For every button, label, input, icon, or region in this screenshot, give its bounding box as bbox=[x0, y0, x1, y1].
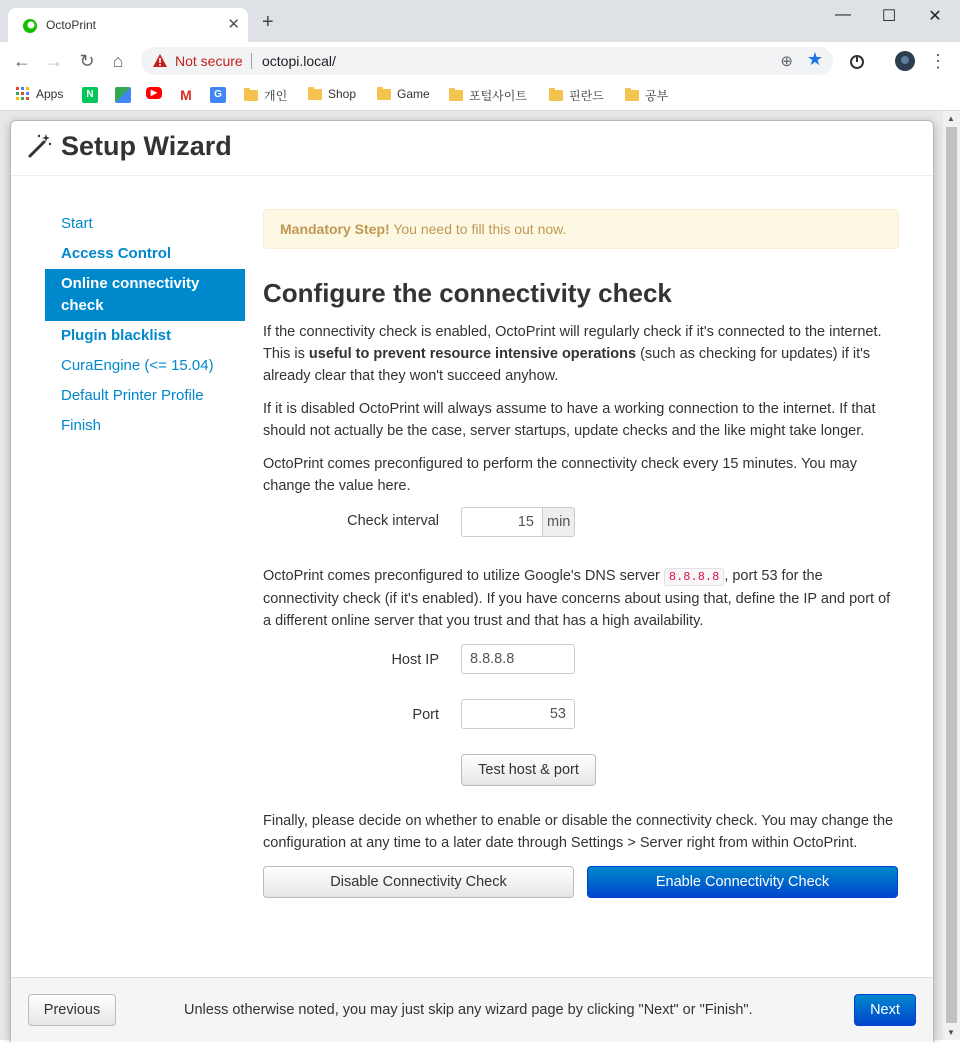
folder-icon bbox=[308, 89, 322, 100]
profile-avatar[interactable] bbox=[895, 51, 915, 71]
enable-connectivity-check-button[interactable]: Enable Connectivity Check bbox=[587, 866, 898, 898]
dialog-header bbox=[11, 121, 933, 176]
disable-connectivity-check-button[interactable]: Disable Connectivity Check bbox=[263, 866, 574, 898]
page-scrollbar[interactable] bbox=[943, 111, 960, 1040]
nav-item-finish[interactable]: Finish bbox=[61, 417, 102, 434]
intro-text: If the connectivity check is enabled, OctoPrint will regularly check if it's connected to the internet. This is bbox=[263, 324, 882, 362]
maximize-button[interactable]: ☐ bbox=[881, 8, 897, 25]
maps-icon bbox=[115, 87, 131, 103]
section-heading: Configure the connectivity check bbox=[263, 278, 672, 308]
zoom-icon[interactable]: ⊕ bbox=[780, 53, 793, 70]
interval-unit: min bbox=[542, 507, 575, 537]
interval-explanation: OctoPrint comes preconfigured to perform the connectivity check every 15 minutes. You may change the value here. bbox=[263, 456, 857, 494]
scroll-down-icon[interactable]: ▼ bbox=[947, 1028, 955, 1037]
url-text[interactable]: octopi.local/ bbox=[262, 53, 336, 69]
dialog-footer bbox=[11, 977, 933, 1042]
apps-grid-icon bbox=[16, 87, 30, 101]
address-bar[interactable] bbox=[141, 47, 833, 75]
port-input[interactable]: 53 bbox=[461, 699, 575, 729]
intro-emphasis: useful to prevent resource intensive operations bbox=[308, 346, 637, 362]
alert-strong: Mandatory Step! bbox=[280, 221, 390, 237]
setup-wizard-dialog bbox=[10, 120, 934, 1042]
magic-wand-icon bbox=[27, 133, 53, 159]
alert-text: You need to fill this out now. bbox=[389, 221, 567, 237]
nav-item-access-control[interactable]: Access Control bbox=[61, 245, 172, 262]
divider bbox=[251, 53, 252, 69]
bookmark-label: 핀란드 bbox=[569, 89, 604, 103]
dns-code: 8.8.8.8 bbox=[664, 568, 724, 586]
decision-buttons bbox=[263, 866, 899, 906]
host-ip-label: Host IP bbox=[391, 652, 439, 668]
bookmark-folder-shop[interactable] bbox=[308, 87, 356, 101]
bookmark-label: 공부 bbox=[645, 89, 669, 103]
new-tab-button[interactable]: + bbox=[262, 11, 274, 33]
folder-icon bbox=[244, 90, 258, 101]
nav-item-curaengine[interactable]: CuraEngine (<= 15.04) bbox=[61, 357, 214, 374]
scrollbar-thumb[interactable] bbox=[946, 127, 957, 1023]
tab-close-icon[interactable]: ✕ bbox=[227, 16, 240, 33]
previous-button[interactable]: Previous bbox=[28, 994, 116, 1026]
tab-title: OctoPrint bbox=[46, 18, 97, 32]
bookmark-label: Apps bbox=[36, 87, 64, 101]
nav-item-start[interactable]: Start bbox=[61, 215, 93, 232]
nav-item-default-printer-profile[interactable]: Default Printer Profile bbox=[61, 387, 204, 404]
nav-item-plugin-blacklist[interactable]: Plugin blacklist bbox=[61, 327, 172, 344]
folder-icon bbox=[549, 90, 563, 101]
disabled-explanation: If it is disabled OctoPrint will always assume to have a working connection to the internet. If that should not actually be the case, server startups, update checks and the like might take longer. bbox=[263, 401, 876, 439]
port-label: Port bbox=[412, 707, 439, 723]
bookmark-naver[interactable] bbox=[82, 87, 98, 103]
bookmark-maps[interactable] bbox=[115, 87, 131, 103]
bookmark-folder-finland[interactable] bbox=[549, 87, 604, 104]
dns-explanation bbox=[263, 565, 899, 632]
bookmark-label: 개인 bbox=[264, 89, 288, 103]
test-host-port-button[interactable]: Test host & port bbox=[461, 754, 596, 786]
octoprint-favicon-icon bbox=[22, 18, 38, 34]
back-icon[interactable]: ← bbox=[13, 51, 31, 71]
bookmark-star-icon[interactable]: ★ bbox=[806, 49, 823, 69]
host-port-form bbox=[263, 632, 899, 810]
wizard-nav bbox=[45, 209, 245, 441]
interval-row bbox=[263, 497, 899, 553]
nav-item-online-connectivity-check[interactable]: Online connectivity check bbox=[45, 269, 245, 321]
home-icon[interactable]: ⌂ bbox=[112, 51, 124, 71]
youtube-icon: ▶ bbox=[146, 87, 162, 99]
dns-text-end: , port 53 for the connectivity check (if it's enabled). If you have concerns about using that, define the IP and port of a different online server that you trust and that has a high availability. bbox=[263, 568, 891, 629]
security-label[interactable]: Not secure bbox=[175, 53, 243, 69]
bookmark-label: Game bbox=[397, 87, 430, 101]
forward-icon[interactable]: → bbox=[45, 51, 63, 71]
dialog-title: Setup Wizard bbox=[61, 131, 232, 161]
reload-icon[interactable]: ↻ bbox=[79, 51, 95, 71]
next-button[interactable]: Next bbox=[854, 994, 916, 1026]
translate-icon: G bbox=[210, 87, 226, 103]
wizard-content bbox=[263, 209, 899, 906]
bookmark-apps[interactable] bbox=[16, 87, 63, 101]
browser-tab[interactable] bbox=[8, 8, 248, 42]
intro-paragraph bbox=[263, 321, 899, 387]
check-interval-input[interactable]: 15 bbox=[461, 507, 543, 537]
footer-hint: Unless otherwise noted, you may just skip any wizard page by clicking "Next" or "Finish". bbox=[184, 1002, 753, 1018]
extension-icon[interactable] bbox=[848, 52, 866, 70]
warning-icon bbox=[152, 53, 168, 68]
bookmarks-bar bbox=[0, 80, 960, 111]
final-decision-text: Finally, please decide on whether to enable or disable the connectivity check. You may change the configuration at any time to a later date through Settings > Server right from within OctoPrint. bbox=[263, 813, 894, 851]
bookmark-folder-portal[interactable] bbox=[449, 87, 527, 104]
bookmark-youtube[interactable] bbox=[146, 87, 162, 99]
menu-icon[interactable]: ⋮ bbox=[929, 51, 947, 71]
bookmark-folder-personal[interactable] bbox=[244, 87, 287, 104]
browser-toolbar bbox=[0, 42, 960, 80]
check-interval-label: Check interval bbox=[347, 513, 439, 529]
bookmark-label: Shop bbox=[328, 87, 357, 101]
gmail-icon: M bbox=[178, 87, 194, 103]
host-ip-input[interactable]: 8.8.8.8 bbox=[461, 644, 575, 674]
folder-icon bbox=[449, 90, 463, 101]
bookmark-translate[interactable] bbox=[210, 87, 226, 103]
bookmark-folder-study[interactable] bbox=[625, 87, 668, 104]
bookmark-folder-game[interactable] bbox=[377, 87, 430, 101]
minimize-button[interactable]: — bbox=[835, 6, 851, 23]
scroll-up-icon[interactable]: ▲ bbox=[947, 114, 955, 123]
mandatory-alert bbox=[263, 209, 899, 249]
dns-text: OctoPrint comes preconfigured to utilize Google's DNS server bbox=[263, 568, 664, 584]
naver-icon: N bbox=[82, 87, 98, 103]
close-window-button[interactable]: ✕ bbox=[928, 8, 942, 25]
folder-icon bbox=[377, 89, 391, 100]
intro-text-end: (such as checking for updates) if it's already clear that they won't succeed anyhow. bbox=[263, 346, 871, 384]
title-bar bbox=[0, 0, 960, 42]
folder-icon bbox=[625, 90, 639, 101]
bookmark-label: 포털사이트 bbox=[469, 89, 527, 103]
bookmark-gmail[interactable] bbox=[178, 87, 194, 103]
